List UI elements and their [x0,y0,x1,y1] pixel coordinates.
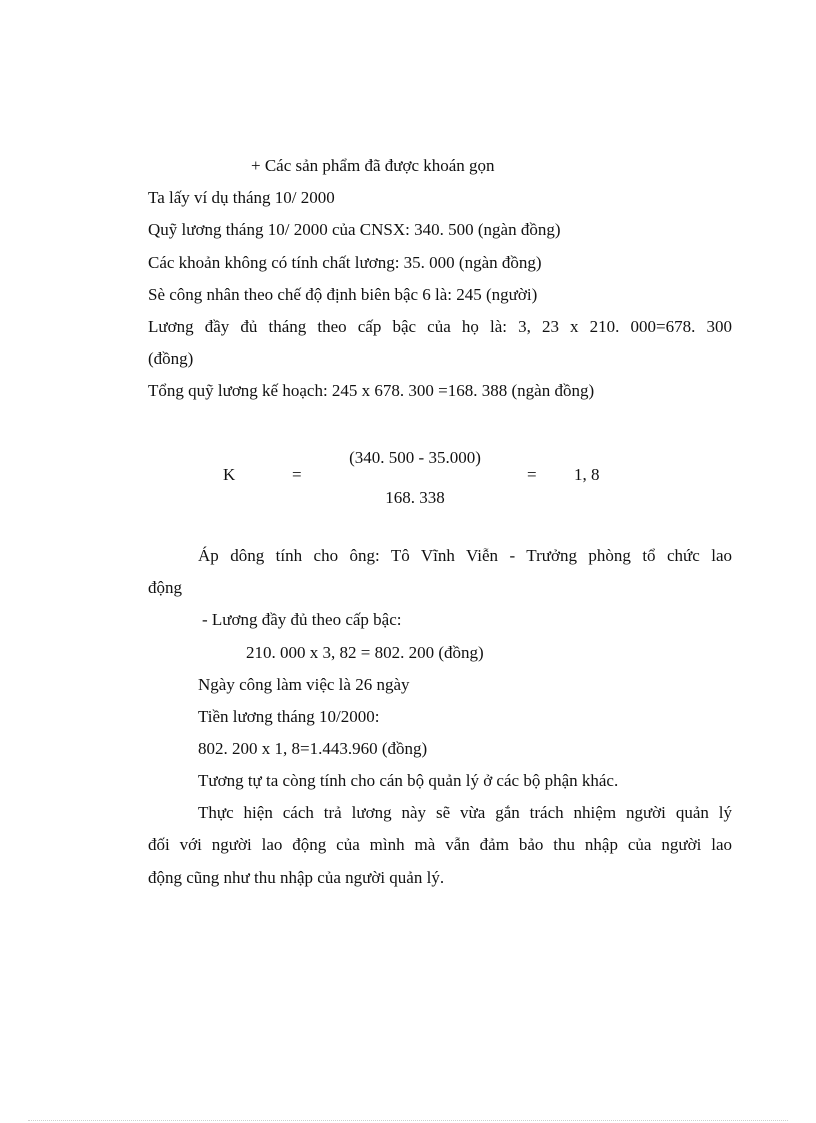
text-line: + Các sản phẩm đã được khoán gọn [251,156,495,175]
text-line: động cũng như thu nhập của người quản lý. [148,868,445,887]
text-line: Các khoản không có tính chất lương: 35. 000 (ngàn đồng) [148,253,542,272]
page-bottom-divider [28,1120,788,1121]
formula-equals: = [527,465,537,484]
formula-result: 1, 8 [574,465,600,484]
formula-equals: = [292,465,302,484]
text-line: 210. 000 x 3, 82 = 802. 200 (đồng) [246,643,484,662]
text-line: Tương tự ta còng tính cho cán bộ quản lý ở các bộ phận khác. [198,771,619,790]
text-line: Ngày công làm việc là 26 ngày [198,675,410,694]
text-line: (đồng) [148,349,194,368]
text-line: Sè công nhân theo chế độ định biên bậc 6 là: 245 (người) [148,285,538,304]
text-line: Tổng quỹ lương kế hoạch: 245 x 678. 300 =168. 388 (ngàn đồng) [148,381,595,400]
text-line: Tiền lương tháng 10/2000: [198,707,380,726]
text-line: đối với người lao động của mình mà vẫn đảm bảo thu nhập của người lao [148,835,732,854]
text-line: động [148,578,182,597]
text-line: Lương đầy đủ tháng theo cấp bậc của họ là: 3, 23 x 210. 000=678. 300 [148,317,732,336]
text-line: Ta lấy ví dụ tháng 10/ 2000 [148,188,335,207]
formula-numerator: (340. 500 - 35.000) [349,448,481,467]
text-line: Quỹ lương tháng 10/ 2000 của CNSX: 340. 500 (ngàn đồng) [148,220,561,239]
formula-variable: K [223,465,236,484]
text-line: Thực hiện cách trả lương này sẽ vừa gắn trách nhiệm người quản lý [198,803,732,822]
text-line: Áp dông tính cho ông: Tô Vĩnh Viễn - Trưởng phòng tổ chức lao [198,546,732,565]
formula-denominator: 168. 338 [385,488,445,507]
text-line: 802. 200 x 1, 8=1.443.960 (đồng) [198,739,428,758]
text-line: - Lương đầy đủ theo cấp bậc: [202,610,402,629]
